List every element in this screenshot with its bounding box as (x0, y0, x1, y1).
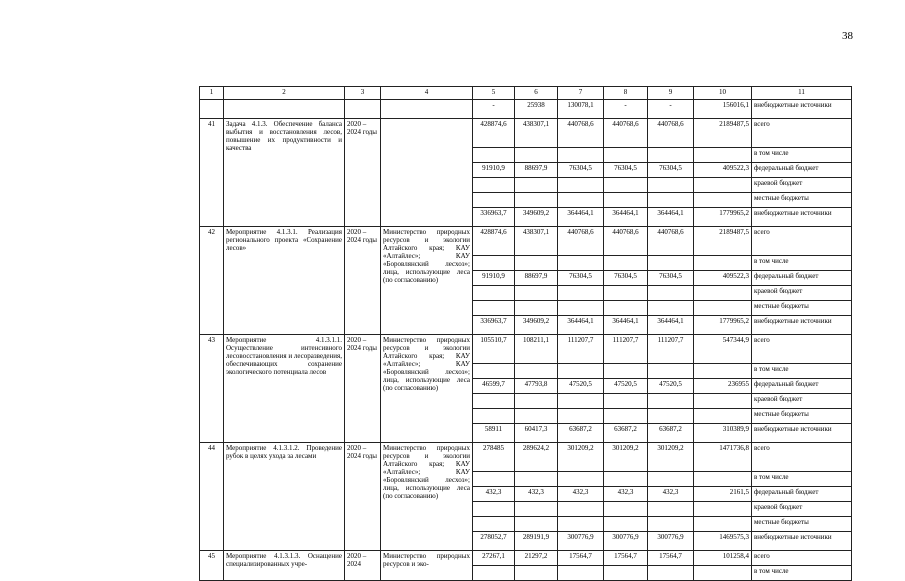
column-number: 6 (515, 87, 558, 100)
value-cell: 47520,5 (648, 379, 694, 394)
value-cell: 440768,6 (604, 227, 648, 256)
value-cell: 1469575,3 (694, 532, 752, 551)
value-cell (558, 301, 604, 316)
row-number: 43 (200, 335, 224, 443)
column-number: 3 (345, 87, 381, 100)
source-cell: федеральный бюджет (752, 379, 852, 394)
value-cell: 300776,9 (558, 532, 604, 551)
value-cell (515, 148, 558, 163)
source-cell: в том числе (752, 148, 852, 163)
value-cell (648, 301, 694, 316)
value-cell (694, 472, 752, 487)
value-cell (473, 394, 515, 409)
table-row (200, 551, 852, 566)
source-cell: местные бюджеты (752, 409, 852, 424)
value-cell: 111207,7 (558, 335, 604, 364)
column-number: 4 (381, 87, 473, 100)
value-cell: 440768,6 (648, 119, 694, 148)
budget-table (199, 86, 852, 581)
empty-cell (381, 100, 473, 119)
source-cell: всего (752, 119, 852, 148)
source-cell: внебюджетные источники (752, 532, 852, 551)
value-cell: 440768,6 (558, 119, 604, 148)
value-cell (604, 517, 648, 532)
value-cell (648, 472, 694, 487)
source-cell: в том числе (752, 472, 852, 487)
value-cell: 76304,5 (558, 271, 604, 286)
value-cell: 409522,3 (694, 271, 752, 286)
value-cell (558, 193, 604, 208)
value-cell (558, 472, 604, 487)
column-number: 10 (694, 87, 752, 100)
table-row (200, 227, 852, 256)
source-cell: в том числе (752, 566, 852, 581)
value-cell (604, 472, 648, 487)
value-cell: 47793,8 (515, 379, 558, 394)
value-cell: 349609,2 (515, 316, 558, 335)
source-cell: местные бюджеты (752, 193, 852, 208)
value-cell (558, 364, 604, 379)
value-cell (515, 364, 558, 379)
value-cell: 21297,2 (515, 551, 558, 566)
value-cell: 438307,1 (515, 119, 558, 148)
value-cell (604, 301, 648, 316)
source-cell: всего (752, 551, 852, 566)
source-cell: федеральный бюджет (752, 271, 852, 286)
header-number-row (200, 87, 852, 100)
value-cell: 547344,9 (694, 335, 752, 364)
value-cell: 301209,2 (648, 443, 694, 472)
value-cell (694, 193, 752, 208)
value-cell: 17564,7 (604, 551, 648, 566)
value-cell (604, 256, 648, 271)
executor: Министерство природных ресурсов и экологии Алтайского края; КАУ «Алтайлес»; КАУ «Боровлянский лесхоз»; лица, использующие леса (по согласованию) (381, 443, 473, 551)
value-cell (558, 517, 604, 532)
value-cell (648, 286, 694, 301)
column-number: 9 (648, 87, 694, 100)
value-cell (515, 286, 558, 301)
value-cell (694, 178, 752, 193)
value-cell: - (473, 100, 515, 119)
empty-cell (345, 100, 381, 119)
value-cell (604, 193, 648, 208)
value-cell: 63687,2 (604, 424, 648, 443)
value-cell: 289624,2 (515, 443, 558, 472)
value-cell: 301209,2 (558, 443, 604, 472)
row-number: 41 (200, 119, 224, 227)
value-cell (515, 472, 558, 487)
source-cell: краевой бюджет (752, 502, 852, 517)
source-cell: федеральный бюджет (752, 487, 852, 502)
value-cell: 63687,2 (648, 424, 694, 443)
value-cell (648, 566, 694, 581)
value-cell (558, 409, 604, 424)
executor: Министерство природных ресурсов и экологии Алтайского края; КАУ «Алтайлес»; КАУ «Боровлянский лесхоз»; лица, использующие леса (по согласованию) (381, 227, 473, 335)
value-cell (473, 193, 515, 208)
value-cell (473, 566, 515, 581)
value-cell (694, 256, 752, 271)
row-number: 45 (200, 551, 224, 581)
value-cell: 1779965,2 (694, 316, 752, 335)
source-cell: в том числе (752, 364, 852, 379)
column-number: 1 (200, 87, 224, 100)
period: 2020 – 2024 годы (345, 227, 381, 335)
source-cell: всего (752, 335, 852, 364)
column-number: 7 (558, 87, 604, 100)
value-cell (515, 178, 558, 193)
value-cell (694, 286, 752, 301)
value-cell (648, 502, 694, 517)
value-cell: - (604, 100, 648, 119)
value-cell: 105510,7 (473, 335, 515, 364)
value-cell: 236955 (694, 379, 752, 394)
value-cell: 27267,1 (473, 551, 515, 566)
value-cell: 364464,1 (558, 316, 604, 335)
value-cell: 2161,5 (694, 487, 752, 502)
value-cell: 364464,1 (648, 316, 694, 335)
value-cell (558, 394, 604, 409)
value-cell (604, 502, 648, 517)
column-number: 2 (224, 87, 345, 100)
value-cell: 63687,2 (558, 424, 604, 443)
executor: Министерство природных ресурсов и эко- (381, 551, 473, 581)
page-number: 38 (842, 30, 853, 42)
value-cell (694, 566, 752, 581)
value-cell: 1779965,2 (694, 208, 752, 227)
source-cell: краевой бюджет (752, 286, 852, 301)
value-cell: 364464,1 (604, 316, 648, 335)
column-number: 11 (752, 87, 852, 100)
value-cell: 432,3 (558, 487, 604, 502)
value-cell: 300776,9 (648, 532, 694, 551)
value-cell: 88697,9 (515, 163, 558, 178)
source-cell: внебюджетные источники (752, 100, 852, 119)
value-cell: 47520,5 (558, 379, 604, 394)
value-cell (558, 178, 604, 193)
value-cell: 25938 (515, 100, 558, 119)
value-cell: 47520,5 (604, 379, 648, 394)
value-cell (604, 566, 648, 581)
source-cell: в том числе (752, 256, 852, 271)
column-number: 8 (604, 87, 648, 100)
value-cell (648, 517, 694, 532)
period: 2020 – 2024 (345, 551, 381, 581)
measure-name: Мероприятие 4.1.3.1. Реализация регионального проекта «Сохранение лесов» (224, 227, 345, 335)
value-cell: 336963,7 (473, 316, 515, 335)
value-cell: 2189487,5 (694, 227, 752, 256)
source-cell: краевой бюджет (752, 394, 852, 409)
table-row (200, 335, 852, 364)
value-cell (473, 409, 515, 424)
table-row (200, 119, 852, 148)
value-cell (558, 256, 604, 271)
table-row (200, 443, 852, 472)
value-cell (604, 364, 648, 379)
value-cell (604, 394, 648, 409)
value-cell: 91910,9 (473, 271, 515, 286)
value-cell: 300776,9 (604, 532, 648, 551)
value-cell (473, 256, 515, 271)
value-cell (558, 148, 604, 163)
value-cell (515, 193, 558, 208)
value-cell: - (648, 100, 694, 119)
value-cell (515, 301, 558, 316)
value-cell: 156016,1 (694, 100, 752, 119)
value-cell (558, 286, 604, 301)
value-cell (515, 517, 558, 532)
value-cell (694, 148, 752, 163)
value-cell (515, 256, 558, 271)
carry-over-row (200, 100, 852, 119)
value-cell: 101258,4 (694, 551, 752, 566)
value-cell (694, 394, 752, 409)
value-cell (694, 502, 752, 517)
value-cell (558, 566, 604, 581)
value-cell (515, 566, 558, 581)
source-cell: внебюджетные источники (752, 316, 852, 335)
empty-cell (200, 100, 224, 119)
value-cell: 76304,5 (604, 271, 648, 286)
measure-name: Мероприятие 4.1.3.1.3. Оснащение специализированных учре- (224, 551, 345, 581)
value-cell: 440768,6 (604, 119, 648, 148)
row-number: 44 (200, 443, 224, 551)
value-cell (515, 394, 558, 409)
value-cell (648, 193, 694, 208)
value-cell (473, 502, 515, 517)
value-cell (604, 148, 648, 163)
value-cell (473, 364, 515, 379)
value-cell: 46599,7 (473, 379, 515, 394)
value-cell: 17564,7 (558, 551, 604, 566)
value-cell: 1471736,8 (694, 443, 752, 472)
value-cell: 111207,7 (648, 335, 694, 364)
empty-cell (224, 100, 345, 119)
source-cell: федеральный бюджет (752, 163, 852, 178)
value-cell (473, 517, 515, 532)
value-cell: 76304,5 (648, 271, 694, 286)
value-cell (648, 394, 694, 409)
value-cell (604, 286, 648, 301)
value-cell: 409522,3 (694, 163, 752, 178)
executor: Министерство природных ресурсов и экологии Алтайского края; КАУ «Алтайлес»; КАУ «Боровлянский лесхоз»; лица, использующие леса (по согласованию) (381, 335, 473, 443)
value-cell: 130078,1 (558, 100, 604, 119)
value-cell: 76304,5 (558, 163, 604, 178)
value-cell: 58911 (473, 424, 515, 443)
value-cell (648, 364, 694, 379)
row-number: 42 (200, 227, 224, 335)
source-cell: местные бюджеты (752, 301, 852, 316)
value-cell: 278052,7 (473, 532, 515, 551)
executor (381, 119, 473, 227)
value-cell: 432,3 (648, 487, 694, 502)
value-cell: 88697,9 (515, 271, 558, 286)
value-cell: 364464,1 (558, 208, 604, 227)
value-cell: 91910,9 (473, 163, 515, 178)
value-cell: 278485 (473, 443, 515, 472)
value-cell (604, 409, 648, 424)
value-cell: 440768,6 (558, 227, 604, 256)
source-cell: внебюджетные источники (752, 208, 852, 227)
value-cell (473, 301, 515, 316)
value-cell (473, 472, 515, 487)
measure-name: Задача 4.1.3. Обеспечение баланса выбытия и восстановления лесов, повышение их продуктивности и качества (224, 119, 345, 227)
value-cell: 301209,2 (604, 443, 648, 472)
value-cell: 440768,6 (648, 227, 694, 256)
value-cell: 428874,6 (473, 119, 515, 148)
value-cell: 432,3 (515, 487, 558, 502)
value-cell: 17564,7 (648, 551, 694, 566)
value-cell: 310389,9 (694, 424, 752, 443)
value-cell (473, 286, 515, 301)
measure-name: Мероприятие 4.1.3.1.1. Осуществление интенсивного лесовосстановления и лесоразведения, обеспечивающих сохранение экологического потенциала лесов (224, 335, 345, 443)
value-cell (648, 178, 694, 193)
period: 2020 – 2024 годы (345, 443, 381, 551)
value-cell: 289191,9 (515, 532, 558, 551)
value-cell (473, 178, 515, 193)
value-cell (515, 409, 558, 424)
value-cell: 428874,6 (473, 227, 515, 256)
source-cell: местные бюджеты (752, 517, 852, 532)
value-cell (558, 502, 604, 517)
value-cell (648, 409, 694, 424)
column-number: 5 (473, 87, 515, 100)
source-cell: всего (752, 227, 852, 256)
source-cell: краевой бюджет (752, 178, 852, 193)
value-cell (648, 148, 694, 163)
source-cell: внебюджетные источники (752, 424, 852, 443)
value-cell (694, 517, 752, 532)
value-cell: 76304,5 (604, 163, 648, 178)
value-cell: 111207,7 (604, 335, 648, 364)
value-cell: 336963,7 (473, 208, 515, 227)
measure-name: Мероприятие 4.1.3.1.2. Проведение рубок в целях ухода за лесами (224, 443, 345, 551)
source-cell: всего (752, 443, 852, 472)
value-cell: 60417,3 (515, 424, 558, 443)
value-cell: 364464,1 (648, 208, 694, 227)
value-cell: 76304,5 (648, 163, 694, 178)
value-cell: 108211,1 (515, 335, 558, 364)
value-cell (515, 502, 558, 517)
value-cell: 364464,1 (604, 208, 648, 227)
value-cell (604, 178, 648, 193)
period: 2020 – 2024 годы (345, 335, 381, 443)
period: 2020 – 2024 годы (345, 119, 381, 227)
value-cell (694, 301, 752, 316)
value-cell: 349609,2 (515, 208, 558, 227)
value-cell (473, 148, 515, 163)
value-cell: 438307,1 (515, 227, 558, 256)
value-cell (648, 256, 694, 271)
value-cell: 432,3 (473, 487, 515, 502)
value-cell (694, 409, 752, 424)
value-cell: 432,3 (604, 487, 648, 502)
value-cell: 2189487,5 (694, 119, 752, 148)
value-cell (694, 364, 752, 379)
